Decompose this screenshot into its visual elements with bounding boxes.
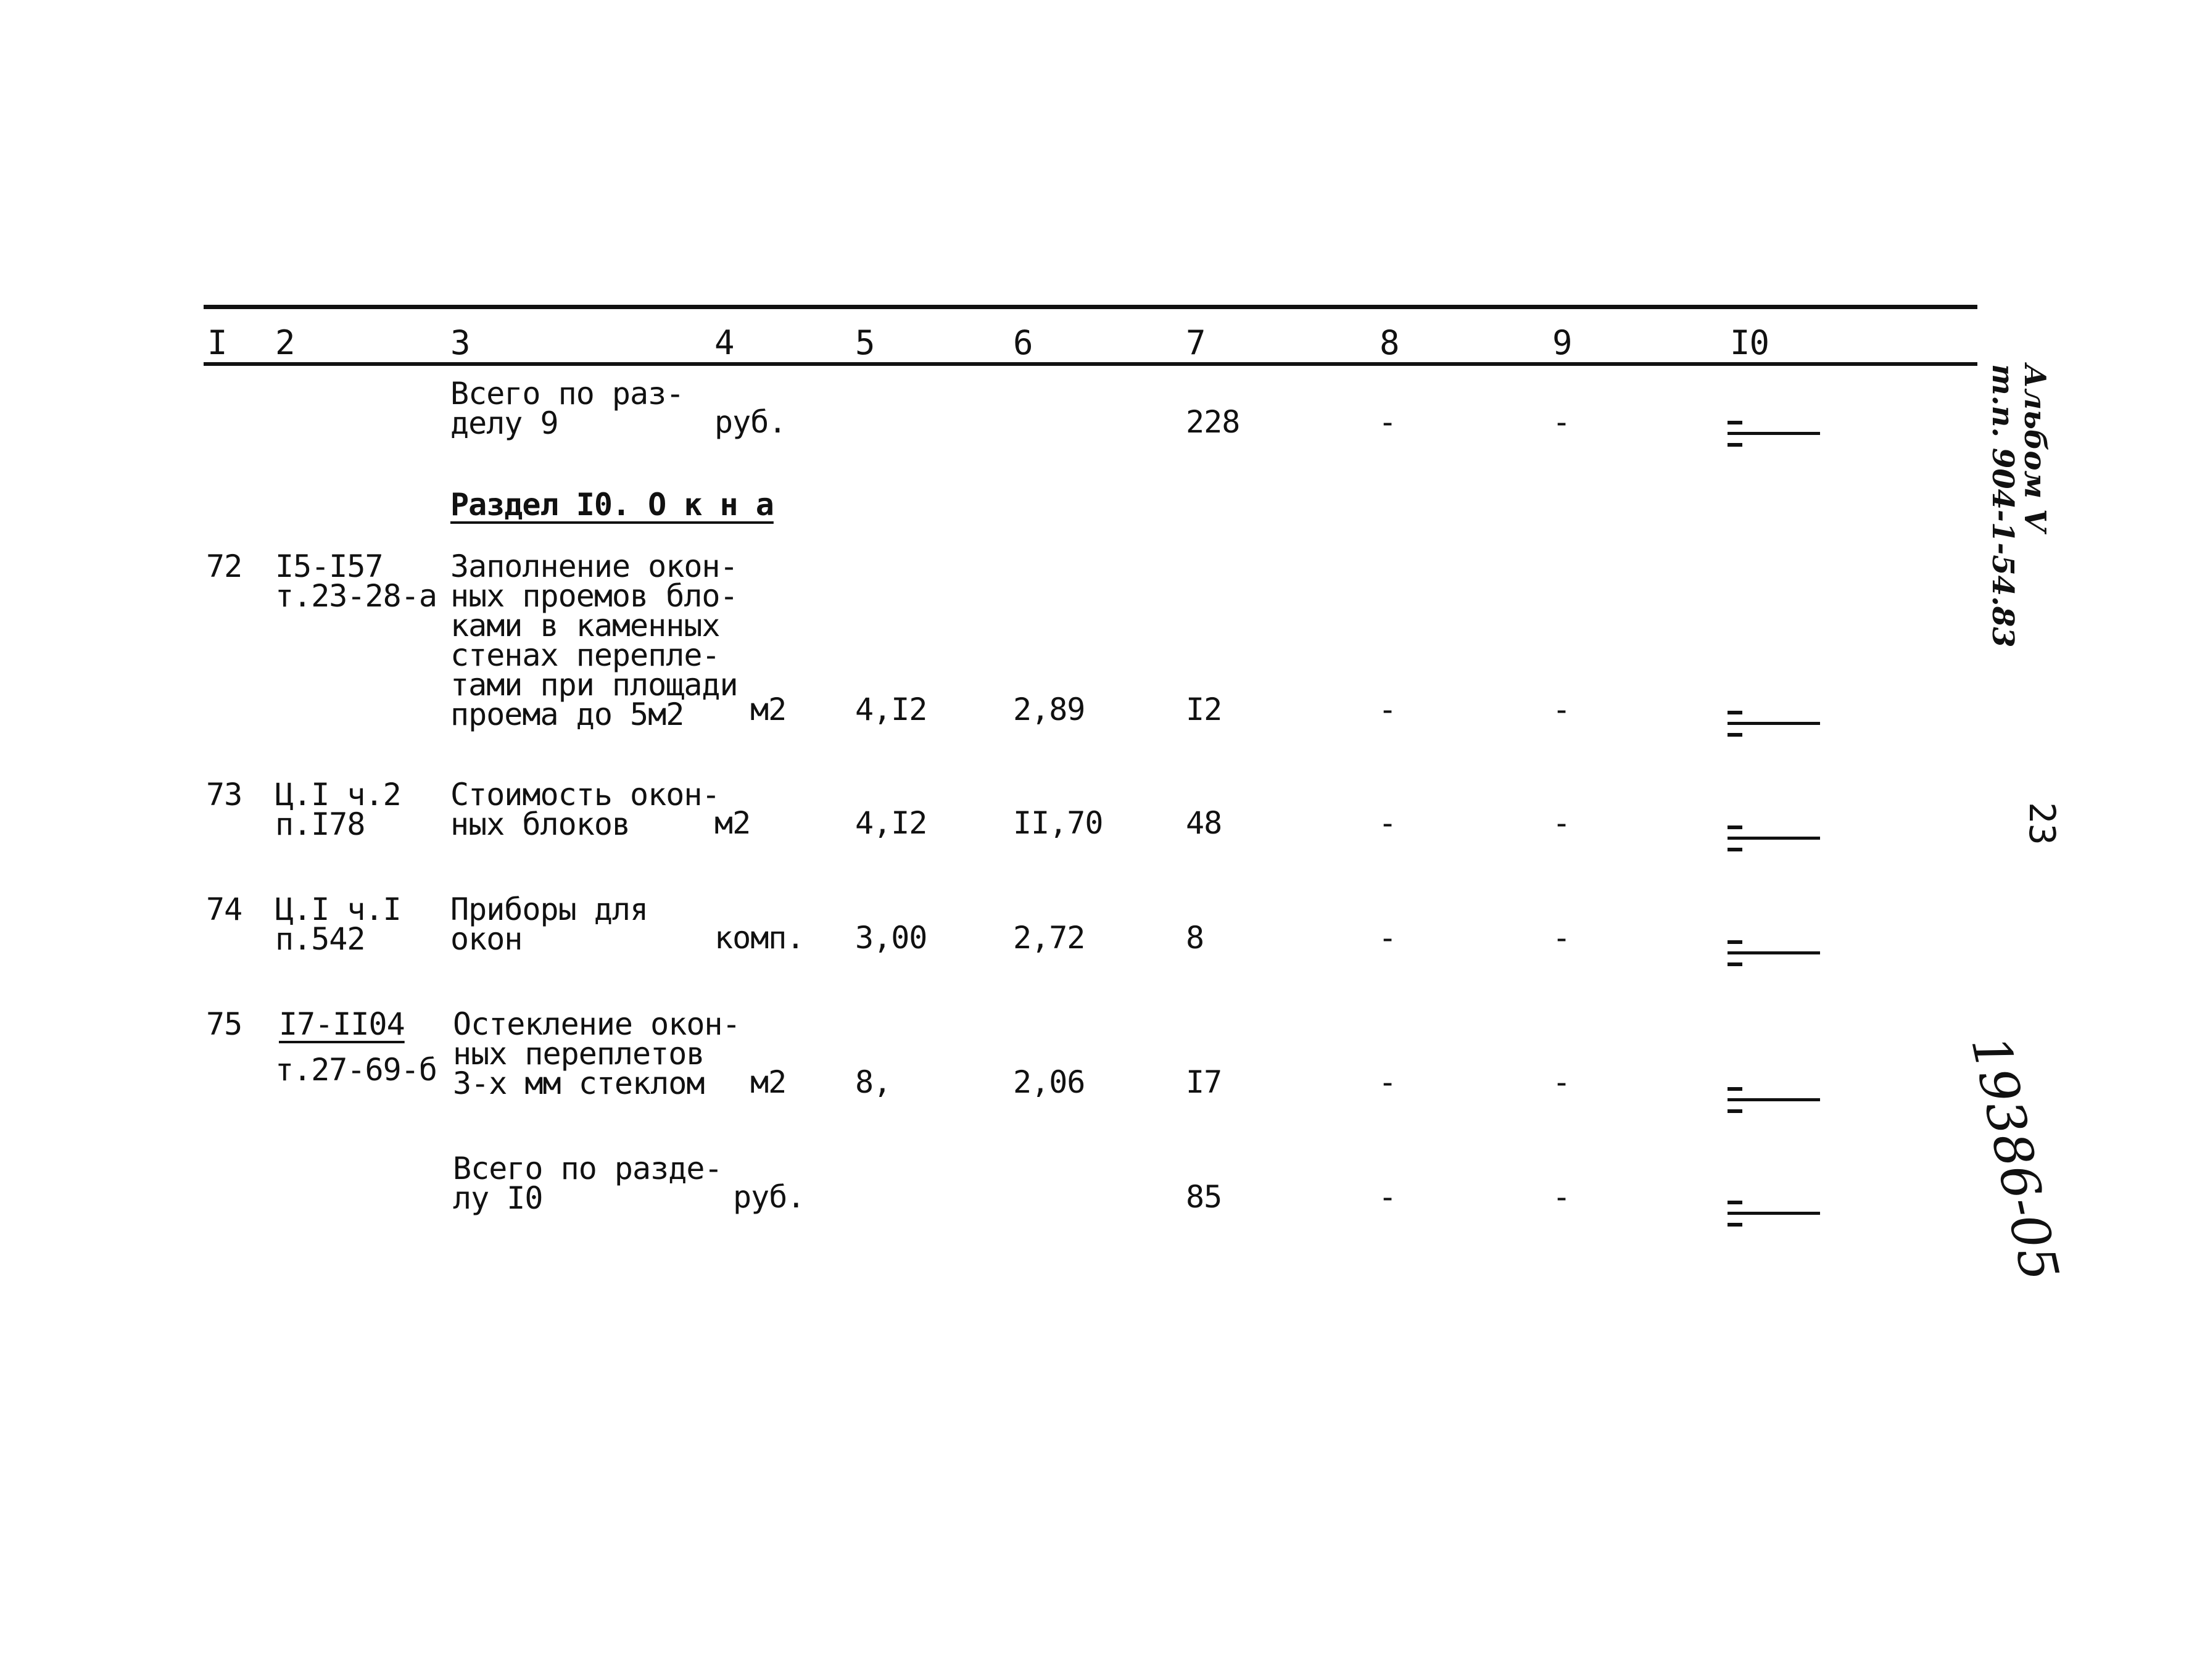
- row-73-col9: -: [1552, 805, 1571, 841]
- row-subtotal-10-col8: -: [1378, 1179, 1397, 1215]
- column-header-9: 9: [1552, 323, 1572, 362]
- row-72-code: I5-I57 т.23-28-а: [275, 548, 437, 614]
- row-73-col8: -: [1378, 805, 1397, 841]
- row-74-price: 2,72: [1013, 920, 1085, 956]
- row-75-description: Остекление окон- ных переплетов 3-х мм стеклом: [453, 1006, 740, 1101]
- row-75-quantity: 8,: [855, 1064, 892, 1100]
- page-number: 23: [2021, 802, 2063, 845]
- row-75-unit: м2: [750, 1064, 787, 1100]
- column-header-7: 7: [1186, 323, 1206, 362]
- row-72-col9: -: [1552, 692, 1571, 727]
- column-header-2: 2: [275, 323, 295, 362]
- row-75-price: 2,06: [1013, 1064, 1085, 1100]
- row-73-total: 48: [1186, 805, 1222, 841]
- row-subtotal-10-ditto-mark: [1728, 1199, 1820, 1230]
- row-72-quantity: 4,I2: [855, 692, 927, 727]
- row-73-ditto-mark: [1728, 824, 1820, 855]
- row-74-ditto-mark: [1728, 939, 1820, 970]
- row-73-code: Ц.I ч.2 п.I78: [275, 777, 401, 842]
- row-subtotal-9-description: Всего по раз- делу 9: [450, 376, 684, 441]
- row-72-ditto-mark: [1728, 710, 1820, 740]
- row-74-description: Приборы для окон: [450, 892, 648, 957]
- row-72-description: Заполнение окон- ных проемов бло- ками в каменных стенах перепле- тами при площади проема до 5м2: [450, 548, 738, 732]
- top-rule: [204, 305, 1977, 309]
- column-header-6: 6: [1013, 323, 1033, 362]
- album-reference-note: Альбом V т.п. 904-1-54.83: [1985, 364, 2052, 648]
- row-73-unit: м2: [714, 805, 751, 841]
- row-72-total: I2: [1186, 692, 1222, 727]
- row-subtotal-10-unit: руб.: [733, 1179, 805, 1215]
- column-header-1: I: [207, 323, 227, 362]
- header-rule: [204, 362, 1977, 366]
- row-subtotal-9-col9: -: [1552, 404, 1571, 440]
- row-74-col9: -: [1552, 920, 1571, 956]
- row-74-quantity: 3,00: [855, 920, 927, 956]
- row-73-quantity: 4,I2: [855, 805, 927, 841]
- row-subtotal-9-ditto-mark: [1728, 420, 1820, 450]
- row-73-description: Стоимость окон- ных блоков: [450, 777, 720, 842]
- row-74-code: Ц.I ч.I п.542: [275, 892, 401, 957]
- document-number: 19386-05: [1959, 1030, 2071, 1286]
- row-subtotal-9-unit: руб.: [714, 404, 787, 440]
- row-74-number: 74: [206, 892, 242, 927]
- row-73-number: 73: [206, 777, 242, 813]
- row-75-ditto-mark: [1728, 1086, 1820, 1117]
- row-72-price: 2,89: [1013, 692, 1085, 727]
- row-subtotal-9-col8: -: [1378, 404, 1397, 440]
- row-74-unit: комп.: [714, 920, 805, 956]
- column-header-10: I0: [1730, 323, 1769, 362]
- row-72-col8: -: [1378, 692, 1397, 727]
- row-subtotal-10-description: Всего по разде- лу I0: [453, 1151, 722, 1216]
- column-header-5: 5: [855, 323, 875, 362]
- row-75-total: I7: [1186, 1064, 1222, 1100]
- row-75-number: 75: [206, 1006, 242, 1042]
- row-73-price: II,70: [1013, 805, 1103, 841]
- row-subtotal-9-total: 228: [1186, 404, 1240, 440]
- row-subtotal-10-total: 85: [1186, 1179, 1222, 1215]
- row-75-col9: -: [1552, 1064, 1571, 1100]
- column-header-3: 3: [450, 323, 470, 362]
- row-75-col8: -: [1378, 1064, 1397, 1100]
- section-title: Раздел I0. О к н а: [450, 487, 774, 523]
- row-74-col8: -: [1378, 920, 1397, 956]
- column-header-8: 8: [1380, 323, 1399, 362]
- row-72-number: 72: [206, 548, 242, 584]
- row-74-total: 8: [1186, 920, 1204, 956]
- row-75-code-top: I7-II04: [279, 1006, 405, 1042]
- column-header-4: 4: [714, 323, 734, 362]
- row-72-unit: м2: [750, 692, 787, 727]
- row-subtotal-10-col9: -: [1552, 1179, 1571, 1215]
- row-75-code-bottom: т.27-69-б: [275, 1052, 437, 1088]
